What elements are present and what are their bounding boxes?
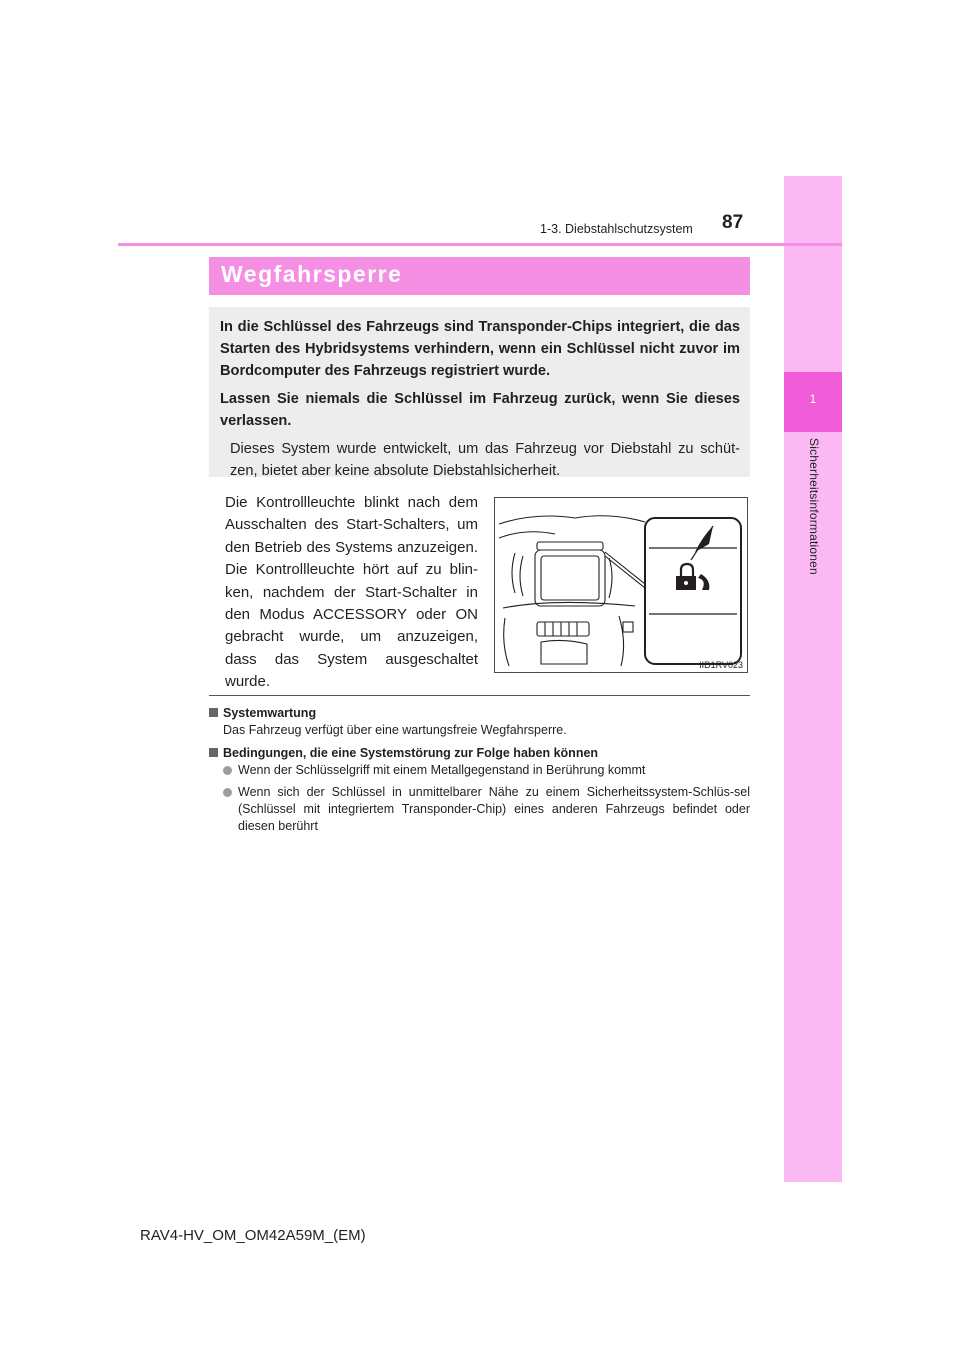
footer-doc-id: RAV4-HV_OM_OM42A59M_(EM) bbox=[140, 1227, 366, 1244]
figure-id: IID1RV023 bbox=[699, 660, 743, 670]
intro-paragraph-1: In die Schlüssel des Fahrzeugs sind Transponder-Chips integriert, die das Starten des Hybridsystems verhindern, wenn ein Schlüssel nicht zuvor im Bordcomputer des Fahrzeugs registriert wurde. bbox=[220, 319, 740, 379]
note-heading-text: Systemwartung bbox=[223, 706, 317, 720]
intro-box bbox=[209, 307, 750, 477]
title-bar bbox=[209, 257, 750, 295]
intro-paragraph-3: Dieses System wurde entwickelt, um das Fahrzeug vor Diebstahl zu schüt-zen, bietet aber keine absolute Diebstahlsicherheit. bbox=[230, 441, 740, 479]
section-rule bbox=[209, 695, 750, 696]
note-heading-maintenance bbox=[209, 705, 750, 722]
indicator-description: Die Kontrollleuchte blinkt nach dem Ausschalten des Start-Schalters, um den Betrieb des Systems anzuzeigen. Die Kontrollleuchte hört auf zu blin-ken, nachdem der Start-Schalter in den Modus ACCESSORY oder ON gebracht wurde, um anzuzeigen, dass das System ausgeschaltet wurde. bbox=[225, 494, 478, 691]
round-bullet-icon bbox=[223, 788, 232, 797]
dashboard-illustration bbox=[495, 498, 748, 673]
notes bbox=[209, 705, 750, 840]
chapter-title bbox=[786, 438, 842, 588]
list-item-text: Wenn sich der Schlüssel in unmittelbarer Nähe zu einem Sicherheitssystem-Schlüs-sel (Schlüssel mit integriertem Transponder-Chip) eines anderen Fahrzeugs befindet oder diesen berührt bbox=[238, 785, 750, 833]
chapter-title-text: Sicherheitsinformationen bbox=[807, 438, 821, 575]
intro-paragraph-2: Lassen Sie niemals die Schlüssel im Fahrzeug zurück, wenn Sie dieses verlassen. bbox=[220, 391, 740, 429]
section-title: 1-3. Diebstahlschutzsystem bbox=[540, 222, 693, 236]
page-title: Wegfahrsperre bbox=[221, 261, 403, 287]
dashboard-figure bbox=[494, 497, 748, 673]
page-number: 87 bbox=[722, 212, 744, 233]
round-bullet-icon bbox=[223, 766, 232, 775]
square-bullet-icon bbox=[209, 748, 218, 757]
side-tab bbox=[784, 176, 842, 1182]
list-item-text: Wenn der Schlüsselgriff mit einem Metallgegenstand in Berührung kommt bbox=[238, 763, 646, 777]
list-item bbox=[223, 784, 750, 835]
note-text-maintenance: Das Fahrzeug verfügt über eine wartungsfreie Wegfahrsperre. bbox=[223, 723, 567, 737]
square-bullet-icon bbox=[209, 708, 218, 717]
note-heading-malfunction bbox=[209, 745, 750, 762]
list-item bbox=[223, 762, 750, 779]
note-heading-text: Bedingungen, die eine Systemstörung zur Folge haben können bbox=[223, 746, 599, 760]
chapter-number: 1 bbox=[784, 372, 842, 432]
header-rule bbox=[118, 243, 842, 246]
